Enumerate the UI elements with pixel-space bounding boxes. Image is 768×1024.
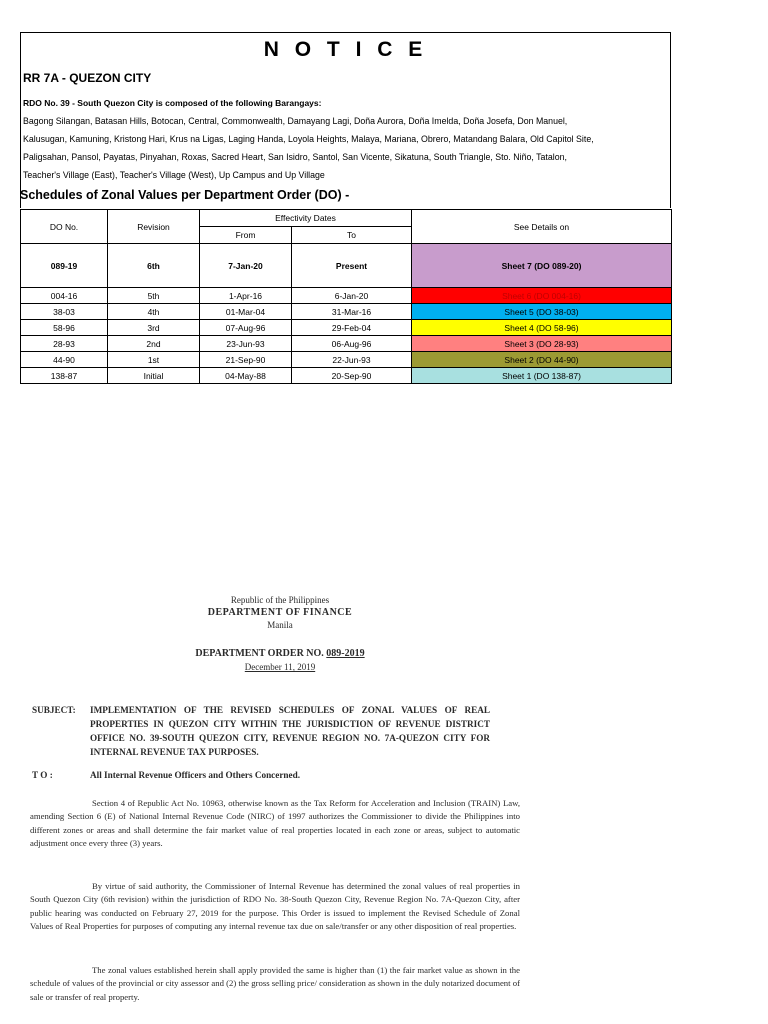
notice-title: N O T I C E — [263, 38, 428, 61]
table-row — [21, 304, 672, 320]
cell-revision: 6th — [108, 244, 200, 288]
header-revision: Revision — [108, 210, 200, 244]
cell-from: 23-Jun-93 — [200, 336, 292, 352]
cell-to: 31-Mar-16 — [292, 304, 412, 320]
order-date: December 11, 2019 — [244, 662, 316, 672]
cell-do-no: 58-96 — [21, 320, 108, 336]
paragraph-3: The zonal values established herein shall apply provided the same is higher than (1) the fair market value as shown in the schedule of values of the provincial or city assessor and (2) the gross selling price/ consideration as shown in the duly notarized document of sale or transfer of real property. — [30, 965, 520, 1002]
to-block — [32, 770, 300, 780]
cell-revision: 4th — [108, 304, 200, 320]
order-number-line — [180, 648, 380, 659]
table-row — [21, 352, 672, 368]
order-label: DEPARTMENT ORDER NO. — [195, 648, 324, 659]
cell-do-no: 089-19 — [21, 244, 108, 288]
cell-do-no: 138-87 — [21, 368, 108, 384]
cell-from: 1-Apr-16 — [200, 288, 292, 304]
cell-to: 6-Jan-20 — [292, 288, 412, 304]
header-from: From — [200, 227, 292, 244]
to-text: All Internal Revenue Officers and Others Concerned. — [90, 770, 301, 780]
cell-from: 21-Sep-90 — [200, 352, 292, 368]
table-row — [21, 336, 672, 352]
cell-revision: 1st — [108, 352, 200, 368]
cell-to: 20-Sep-90 — [292, 368, 412, 384]
city-line: Manila — [267, 620, 293, 630]
cell-revision: 5th — [108, 288, 200, 304]
cell-see-details: Sheet 1 (DO 138-87) — [412, 368, 672, 384]
header-to: To — [292, 227, 412, 244]
header-effectivity: Effectivity Dates — [200, 210, 412, 227]
cell-to: 22-Jun-93 — [292, 352, 412, 368]
cell-see-details: Sheet 3 (DO 28-93) — [412, 336, 672, 352]
cell-revision: Initial — [108, 368, 200, 384]
barangay-line: Paligsahan, Pansol, Payatas, Pinyahan, Roxas, Sacred Heart, San Isidro, Santol, San Vicente, Sikatuna, South Triangle, Sto. Niño, Tatalon, — [23, 152, 567, 162]
schedule-title: Schedules of Zonal Values per Department Order (DO) - — [20, 188, 350, 202]
cell-do-no: 004-16 — [21, 288, 108, 304]
cell-from: 04-May-88 — [200, 368, 292, 384]
order-number: 089-2019 — [326, 648, 365, 659]
cell-see-details: Sheet 2 (DO 44-90) — [412, 352, 672, 368]
notice-box — [20, 32, 671, 208]
barangay-line: Teacher's Village (East), Teacher's Village (West), Up Campus and Up Village — [23, 170, 325, 180]
table-row — [21, 320, 672, 336]
paragraph-2: By virtue of said authority, the Commissioner of Internal Revenue has determined the zonal values of real properties in South Quezon City (6th revision) within the jurisdiction of RDO No. 38-South Quezon City, Revenue Region No. 7A-Quezon City, after public hearing was conducted on February 27, 2019 for the purpose. This Order is issued to implement the Revised Schedule of Zonal Values of Real Properties for purposes of computing any internal revenue tax due on sale/transfer or any other disposition of real properties. — [30, 881, 520, 932]
region-title: RR 7A - QUEZON CITY — [23, 71, 152, 85]
table-row — [21, 368, 672, 384]
table-row — [21, 288, 672, 304]
subject-block — [32, 703, 502, 759]
cell-see-details: Sheet 5 (DO 38-03) — [412, 304, 672, 320]
rdo-description: RDO No. 39 - South Quezon City is composed of the following Barangays: — [23, 98, 322, 108]
subject-label: SUBJECT: — [32, 705, 76, 715]
cell-to: Present — [292, 244, 412, 288]
barangay-line: Kalusugan, Kamuning, Kristong Hari, Krus na Ligas, Laging Handa, Loyola Heights, Malaya, Mariana, Obrero, Matandang Balara, Old Capitol Site, — [23, 134, 594, 144]
barangay-list — [23, 112, 664, 184]
header-see-details: See Details on — [412, 210, 672, 244]
cell-revision: 2nd — [108, 336, 200, 352]
cell-see-details: Sheet 7 (DO 089-20) — [412, 244, 672, 288]
header-row — [21, 210, 672, 227]
cell-from: 01-Mar-04 — [200, 304, 292, 320]
barangay-line: Bagong Silangan, Batasan Hills, Botocan, Central, Commonwealth, Damayang Lagi, Doña Aurora, Doña Imelda, Doña Josefa, Don Manuel, — [23, 116, 568, 126]
table-body — [21, 244, 672, 384]
cell-revision: 3rd — [108, 320, 200, 336]
cell-to: 29-Feb-04 — [292, 320, 412, 336]
schedule-table — [20, 209, 672, 384]
cell-from: 07-Aug-96 — [200, 320, 292, 336]
subject-text: IMPLEMENTATION OF THE REVISED SCHEDULES OF ZONAL VALUES OF REAL PROPERTIES IN QUEZON CITY WITHIN THE JURISDICTION OF REVENUE DISTRICT OFFICE NO. 39-SOUTH QUEZON CITY, REVENUE REGION NO. 7A-QUEZON CITY FOR INTERNAL REVENUE TAX PURPOSES. — [90, 705, 490, 757]
republic-line: Republic of the Philippines — [230, 595, 330, 605]
cell-to: 06-Aug-96 — [292, 336, 412, 352]
table-row — [21, 244, 672, 288]
paragraph-1: Section 4 of Republic Act No. 10963, otherwise known as the Tax Reform for Acceleration and Inclusion (TRAIN) Law, amending Section 6 (E) of National Internal Revenue Code (NIRC) of 1997 authorizes the Commissioner to divide the Philippines into different zones or areas and shall determine the fair market value of real properties located in each zone or areas, subject to automatic adjustment once every three (3) years. — [30, 798, 520, 849]
header-do-no: DO No. — [21, 210, 108, 244]
cell-from: 7-Jan-20 — [200, 244, 292, 288]
cell-do-no: 28-93 — [21, 336, 108, 352]
cell-see-details: Sheet 6 (DO 004-16) — [412, 288, 672, 304]
to-label: T O : — [32, 770, 53, 780]
cell-see-details: Sheet 4 (DO 58-96) — [412, 320, 672, 336]
cell-do-no: 38-03 — [21, 304, 108, 320]
cell-do-no: 44-90 — [21, 352, 108, 368]
department-name: DEPARTMENT OF FINANCE — [207, 607, 353, 618]
